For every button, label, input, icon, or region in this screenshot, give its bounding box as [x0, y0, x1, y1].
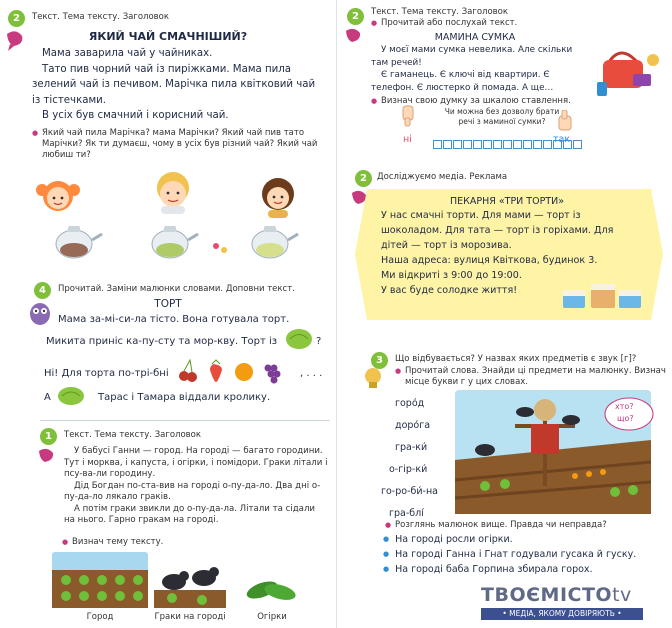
- sentence-start: А: [44, 392, 51, 403]
- paragraph: А потім граки звикли до о-пу-да-ла. Літали та сідали на нього. Гарно гракам на городі.: [64, 503, 316, 525]
- word-item: го-ро-би́-на: [381, 486, 438, 497]
- exercise-number: 2: [355, 170, 372, 187]
- thumbs-up-icon: [553, 110, 577, 134]
- scale-question: Чи можна без дозволу брати речі з маминої сумки?: [444, 107, 560, 126]
- bubble-what: що?: [617, 414, 634, 423]
- thumbs-down-icon: [399, 104, 421, 128]
- sentence: Тарас і Тамара віддали кролику.: [98, 392, 271, 403]
- scale-no-label: ні: [403, 134, 412, 145]
- instruction: ● Прочитай слова. Знайди ці предмети на малюнку. Визнач місце букви г у цих словах.: [405, 366, 667, 388]
- statement-item: ● На городі баба Горпина збирала горох.: [383, 564, 593, 575]
- section-header: Текст. Тема тексту. Заголовок: [64, 430, 202, 440]
- divider: [40, 420, 330, 421]
- word-item: гра-ки́: [395, 442, 428, 453]
- word-item: гра-блі́: [389, 508, 424, 519]
- sentence: Микита приніс ка-пу-сту та мор-кву. Торт із: [46, 336, 278, 347]
- sentence: Ні! Для торта по-трі-бні: [44, 368, 169, 379]
- handbag-items-icon: [593, 36, 663, 98]
- strawberry-icon: [210, 360, 222, 382]
- garden-picture: [52, 552, 148, 608]
- section-header: Досліджуємо медіа. Реклама: [377, 172, 508, 182]
- paragraph: Є гаманець. Є ключі від квартири. Є телефон. Є люстерко й помада. А ще…: [371, 70, 554, 93]
- ad-hours: Ми відкриті з 9:00 до 19:00.: [381, 270, 522, 281]
- black-tea-teapot-icon: [56, 226, 102, 258]
- fruit-pictures: [176, 356, 306, 384]
- family-tea-illustration: [30, 166, 330, 266]
- word-item: доро́га: [395, 420, 431, 431]
- text-title: ЯКИЙ ЧАЙ СМАЧНІШИЙ?: [88, 30, 248, 43]
- scale-yes-label: так: [553, 134, 571, 145]
- cabbage-icon: [284, 326, 314, 350]
- watermark-logo: [481, 584, 669, 624]
- paragraph: Дід Богдан по-ста-вив на городі о-пу-да-ло. Два дні о-пу-да-ло лякало граків.: [64, 480, 321, 502]
- girl-face-icon: [36, 181, 80, 211]
- task-text: ● Розглянь малюнок вище. Правда чи неправда?: [395, 520, 665, 531]
- statement-item: ● На городі Ганна і Гнат годували гусака й гуску.: [383, 549, 636, 560]
- instruction: ● Прочитай або послухай текст.: [381, 18, 611, 29]
- exercise-number: 4: [34, 282, 51, 299]
- ellipsis: , . . .: [300, 368, 323, 379]
- rooks-picture: [154, 556, 226, 608]
- text-body: [32, 46, 324, 124]
- mother-face-icon: [262, 178, 294, 218]
- sentence: Мама за-мі-си-ла тісто. Вона готувала торт.: [58, 314, 290, 325]
- watermark-tv: tv: [612, 584, 632, 606]
- word-item: о-гір-ки́: [389, 464, 428, 475]
- bubble-who: хто?: [615, 402, 634, 411]
- speaker-icon: [343, 24, 365, 46]
- text-body: [371, 44, 587, 94]
- ad-title: ПЕКАРНЯ «ТРИ ТОРТИ»: [449, 196, 565, 207]
- task-text: ● Визнач тему тексту.: [72, 537, 322, 548]
- cherry-icon: [179, 360, 197, 382]
- word-item: горо́д: [395, 398, 425, 409]
- sentence-end: ?: [316, 336, 322, 347]
- watermark-brand: ТВОЄМІСТО: [481, 584, 613, 606]
- text-title: МАМИНА СУМКА: [434, 32, 516, 43]
- paragraph: В усіх був смачний і корисний чай.: [42, 110, 229, 121]
- speaker-icon: [36, 444, 58, 466]
- paragraph: У моєї мами сумка невелика. Але скільки там речей!: [371, 45, 573, 68]
- cakes-icon: [561, 278, 643, 312]
- section-header: Текст. Тема тексту. Заголовок: [371, 7, 509, 17]
- section-header: Текст. Тема тексту. Заголовок: [32, 12, 170, 22]
- right-page: [336, 0, 672, 628]
- text-title: ТОРТ: [154, 298, 182, 310]
- paragraph: Тато пив чорний чай із пиріжками. Мама пила зелений чай із печивом. Марічка пила квітковий чай із тістечками.: [32, 63, 316, 106]
- green-tea-teapot-icon: [152, 226, 198, 258]
- statement-item: ● На городі росли огірки.: [383, 534, 513, 545]
- watermark-tagline: • МЕДІА, ЯКОМУ ДОВІРЯЮТЬ •: [481, 608, 643, 620]
- ad-address: Наша адреса: вулиця Квіткова, будинок 3.: [381, 255, 598, 266]
- task-text: ● Визнач свою думку за шкалою ставлення.: [381, 96, 601, 107]
- exercise-number: 2: [8, 10, 25, 27]
- father-face-icon: [157, 172, 189, 214]
- cucumbers-picture: [244, 572, 300, 608]
- cabbage-icon: [56, 384, 86, 406]
- paragraph: У бабусі Ганни — город. На городі — багато городини. Тут і морква, і капуста, і огірки, і помідори. Граки літали і псу-ва-ли городину.: [64, 446, 328, 479]
- section-header: Що відбувається? У назвах яких предметів є звук [г]?: [395, 354, 637, 364]
- text-body: [64, 446, 328, 527]
- section-header: Прочитай. Заміни малюнки словами. Доповни текст.: [58, 284, 295, 294]
- grapes-icon: [265, 365, 281, 384]
- exercise-number: 3: [371, 352, 388, 369]
- ad-slogan: У вас буде солодке життя!: [381, 285, 518, 296]
- paragraph: Мама заварила чай у чайниках.: [42, 48, 213, 59]
- picture-caption: Город: [86, 612, 114, 622]
- orange-icon: [235, 363, 253, 381]
- picture-caption: Огірки: [257, 612, 287, 622]
- exercise-number: 2: [347, 8, 364, 25]
- ad-paragraph: У нас смачні торти. Для мами — торт із шоколадом. Для тата — торт із горіхами. Для дітей — торт із морозива.: [381, 210, 614, 251]
- picture-caption: Граки на городі: [154, 612, 226, 622]
- lightbulb-icon: [361, 366, 385, 390]
- flower-tea-teapot-icon: [213, 226, 298, 258]
- exercise-number: 1: [40, 428, 57, 445]
- question-text: ● Який чай пила Марічка? мама Марічки? Який чай пив тато Марічки? Як ти думаєш, чому в усіх був різний чай? Який чай любиш ти?: [42, 128, 327, 161]
